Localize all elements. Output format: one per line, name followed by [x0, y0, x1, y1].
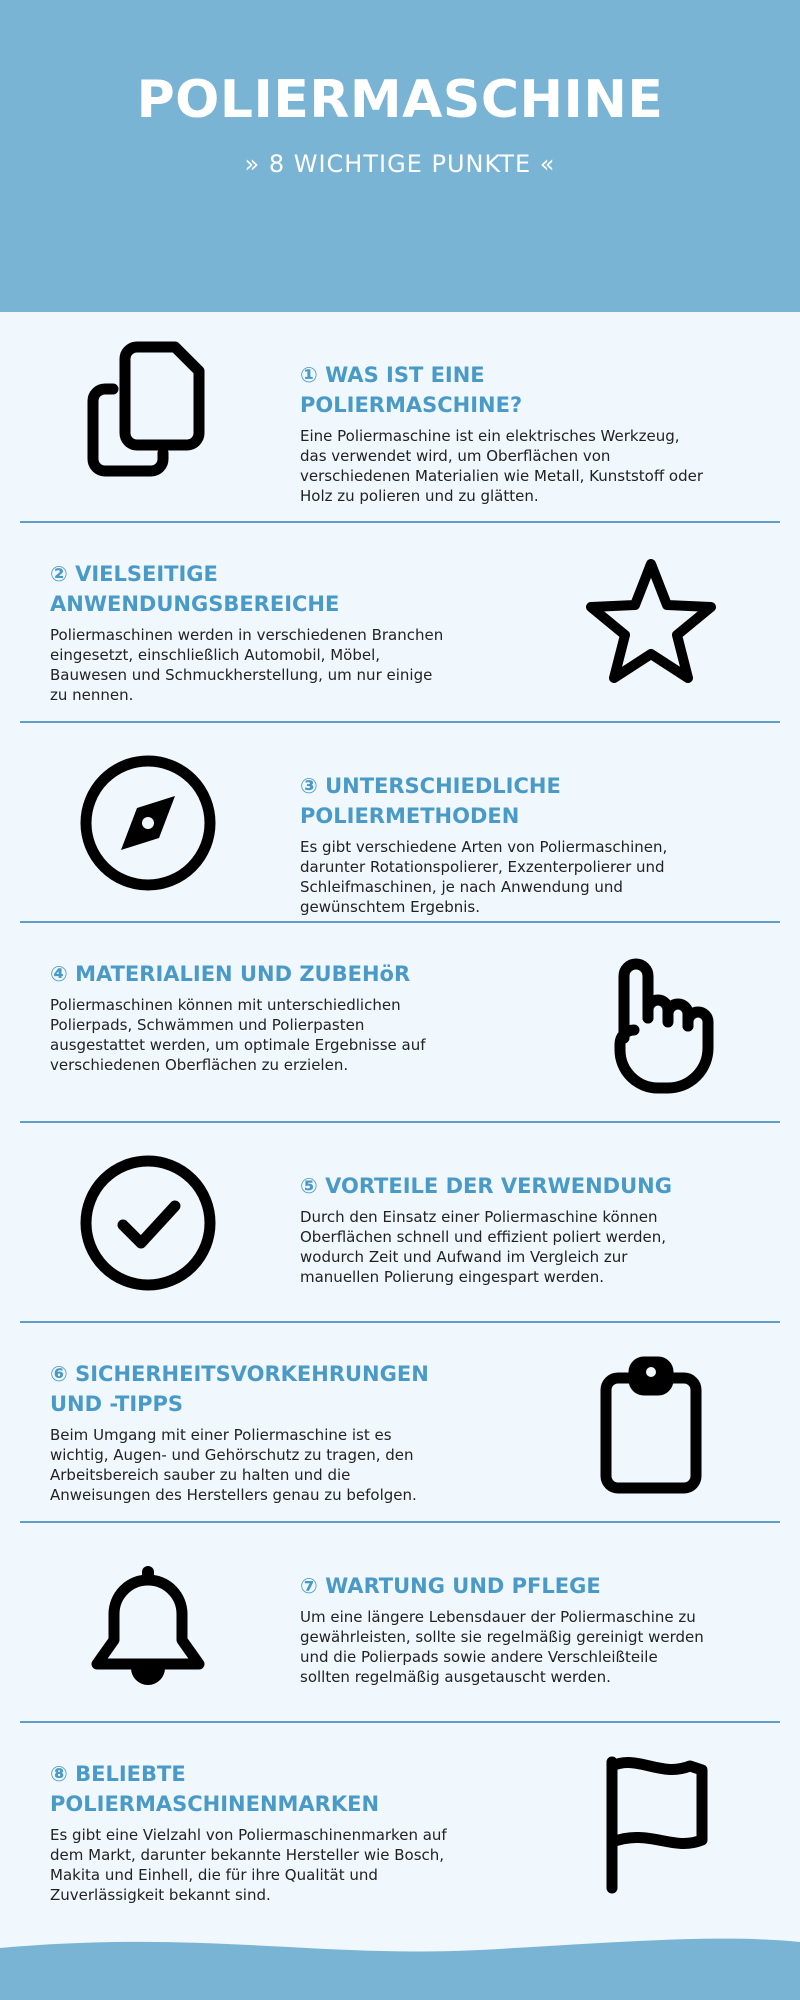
section-heading: ② VIELSEITIGE ANWENDUNGSBEREICHE	[50, 562, 340, 616]
section-heading: ① WAS IST EINE POLIERMASCHINE?	[300, 363, 523, 417]
section-body: Um eine längere Lebensdauer der Poliermaschine zu gewährleisten, sollte sie regelmäßig gereinigt werden und die Polierpads sowie andere Verschleißteile sollten regelmäßig ausgetauscht werden.	[300, 1608, 704, 1686]
section-body: Eine Poliermaschine ist ein elektrisches Werkzeug, das verwendet wird, um Oberflächen von verschiedenen Materialien wie Metall, Kunststoff oder Holz zu polieren und zu glätten.	[300, 427, 704, 505]
section-body: Es gibt verschiedene Arten von Poliermaschinen, darunter Rotationspolierer, Exzenterpolierer und Schleifmaschinen, je nach Anwendung und gewünschtem Ergebnis.	[300, 838, 668, 916]
section-methods	[0, 723, 800, 923]
section-body: Poliermaschinen werden in verschiedenen Branchen eingesetzt, einschließlich Automobil, Möbel, Bauwesen und Schmuckherstellung, um nur einige zu nennen.	[50, 626, 444, 704]
section-text	[50, 1759, 450, 1905]
check-circle-icon	[73, 1148, 223, 1298]
flag-icon	[576, 1748, 726, 1898]
section-text	[300, 360, 710, 506]
copy-icon	[73, 337, 223, 487]
page-title: POLIERMASCHINE	[136, 70, 664, 130]
section-what-is	[0, 312, 800, 512]
section-safety	[0, 1323, 800, 1523]
section-brands	[0, 1723, 800, 1923]
header-banner	[0, 0, 800, 312]
section-heading: ⑥ SICHERHEITSVORKEHRUNGEN UND -TIPPS	[50, 1362, 429, 1416]
section-maintenance	[0, 1523, 800, 1723]
bell-icon	[73, 1548, 223, 1698]
footer-wave	[0, 1930, 800, 2000]
section-body: Beim Umgang mit einer Poliermaschine ist es wichtig, Augen- und Gehörschutz zu tragen, den Arbeitsbereich sauber zu halten und die Anweisungen des Herstellers genau zu befolgen.	[50, 1426, 417, 1504]
section-materials	[0, 923, 800, 1123]
section-text	[50, 959, 450, 1075]
section-heading: ③ UNTERSCHIEDLICHE POLIERMETHODEN	[300, 774, 561, 828]
section-heading: ⑧ BELIEBTE POLIERMASCHINENMARKEN	[50, 1762, 380, 1816]
section-body: Durch den Einsatz einer Poliermaschine können Oberflächen schnell und effizient poliert werden, wodurch Zeit und Aufwand im Vergleich zur manuellen Polierung eingespart werden.	[300, 1208, 666, 1286]
section-applications	[0, 523, 800, 723]
section-body: Poliermaschinen können mit unterschiedlichen Polierpads, Schwämmen und Polierpasten ausgestattet werden, um optimale Ergebnisse auf verschiedenen Oberflächen zu erzielen.	[50, 996, 426, 1074]
clipboard-icon	[576, 1348, 726, 1498]
section-text	[50, 559, 450, 705]
section-heading: ④ MATERIALIEN UND ZUBEHöR	[50, 962, 411, 986]
compass-icon	[73, 748, 223, 898]
section-heading: ⑦ WARTUNG UND PFLEGE	[300, 1574, 601, 1598]
hand-pointer-icon	[576, 948, 726, 1098]
page-subtitle: » 8 WICHTIGE PUNKTE «	[244, 150, 556, 178]
section-heading: ⑤ VORTEILE DER VERWENDUNG	[300, 1174, 672, 1198]
section-advantages	[0, 1123, 800, 1323]
section-text	[300, 771, 710, 917]
star-icon	[576, 548, 726, 698]
section-text	[50, 1359, 450, 1505]
section-text	[300, 1171, 710, 1287]
section-body: Es gibt eine Vielzahl von Poliermaschinenmarken auf dem Markt, darunter bekannte Hersteller wie Bosch, Makita und Einhell, die für ihre Qualität und Zuverlässigkeit bekannt sind.	[50, 1826, 447, 1904]
section-text	[300, 1571, 710, 1687]
